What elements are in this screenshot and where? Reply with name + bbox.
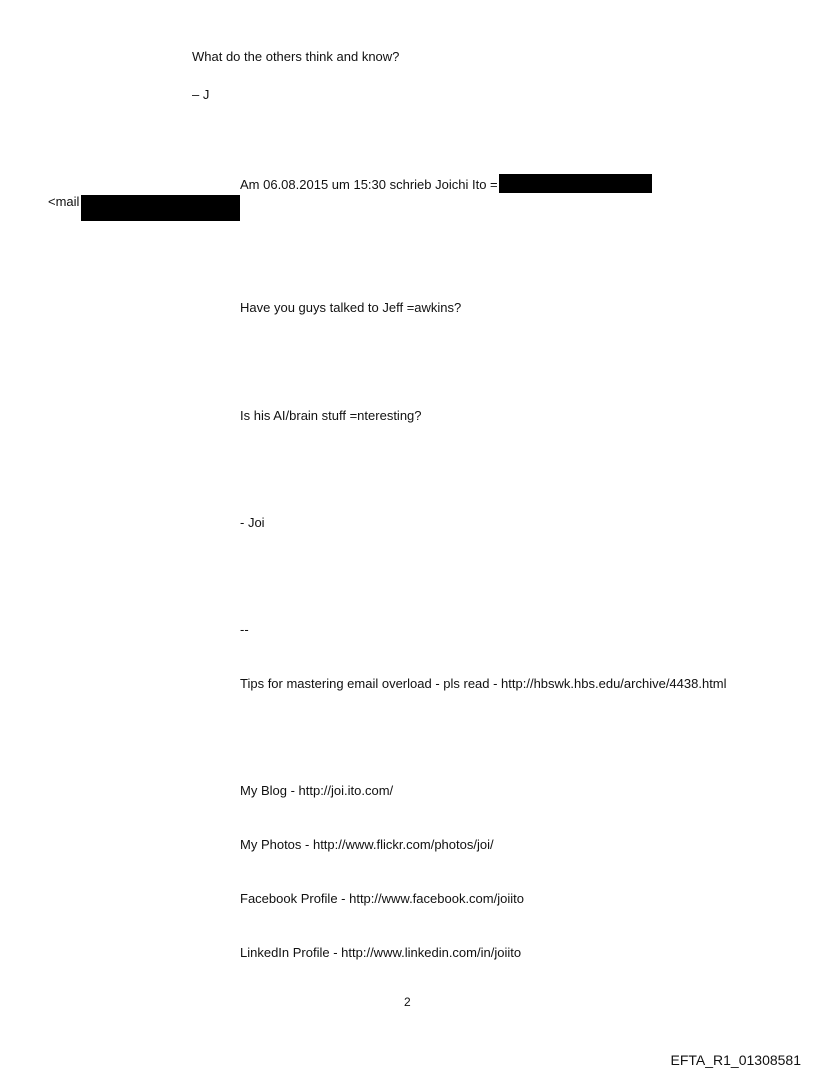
signature-facebook-link: Facebook Profile - http://www.facebook.com/joiito bbox=[240, 891, 524, 906]
quote-header bbox=[240, 174, 652, 193]
signature-photos-link: My Photos - http://www.flickr.com/photos/joi/ bbox=[240, 837, 494, 852]
bates-number: EFTA_R1_01308581 bbox=[670, 1052, 801, 1068]
reply-signoff: – J bbox=[192, 87, 210, 102]
reply-question: What do the others think and know? bbox=[192, 49, 400, 64]
quote-signoff: - Joi bbox=[240, 515, 265, 530]
quote-header-text: Am 06.08.2015 um 15:30 schrieb Joichi Ito = bbox=[240, 177, 498, 192]
quote-line-1: Have you guys talked to Jeff =awkins? bbox=[240, 300, 462, 315]
signature-tips-link: Tips for mastering email overload - pls read - http://hbswk.hbs.edu/archive/4438.html bbox=[240, 676, 727, 691]
redaction-bar bbox=[81, 195, 240, 221]
redaction-bar bbox=[499, 174, 652, 193]
page-number: 2 bbox=[404, 995, 411, 1009]
signature-blog-link: My Blog - http://joi.ito.com/ bbox=[240, 783, 394, 798]
quote-line-2: Is his AI/brain stuff =nteresting? bbox=[240, 408, 422, 423]
signature-linkedin-link: LinkedIn Profile - http://www.linkedin.com/in/joiito bbox=[240, 945, 522, 960]
signature-separator: -- bbox=[240, 622, 249, 637]
quote-mail-prefix: <mail bbox=[48, 194, 80, 209]
